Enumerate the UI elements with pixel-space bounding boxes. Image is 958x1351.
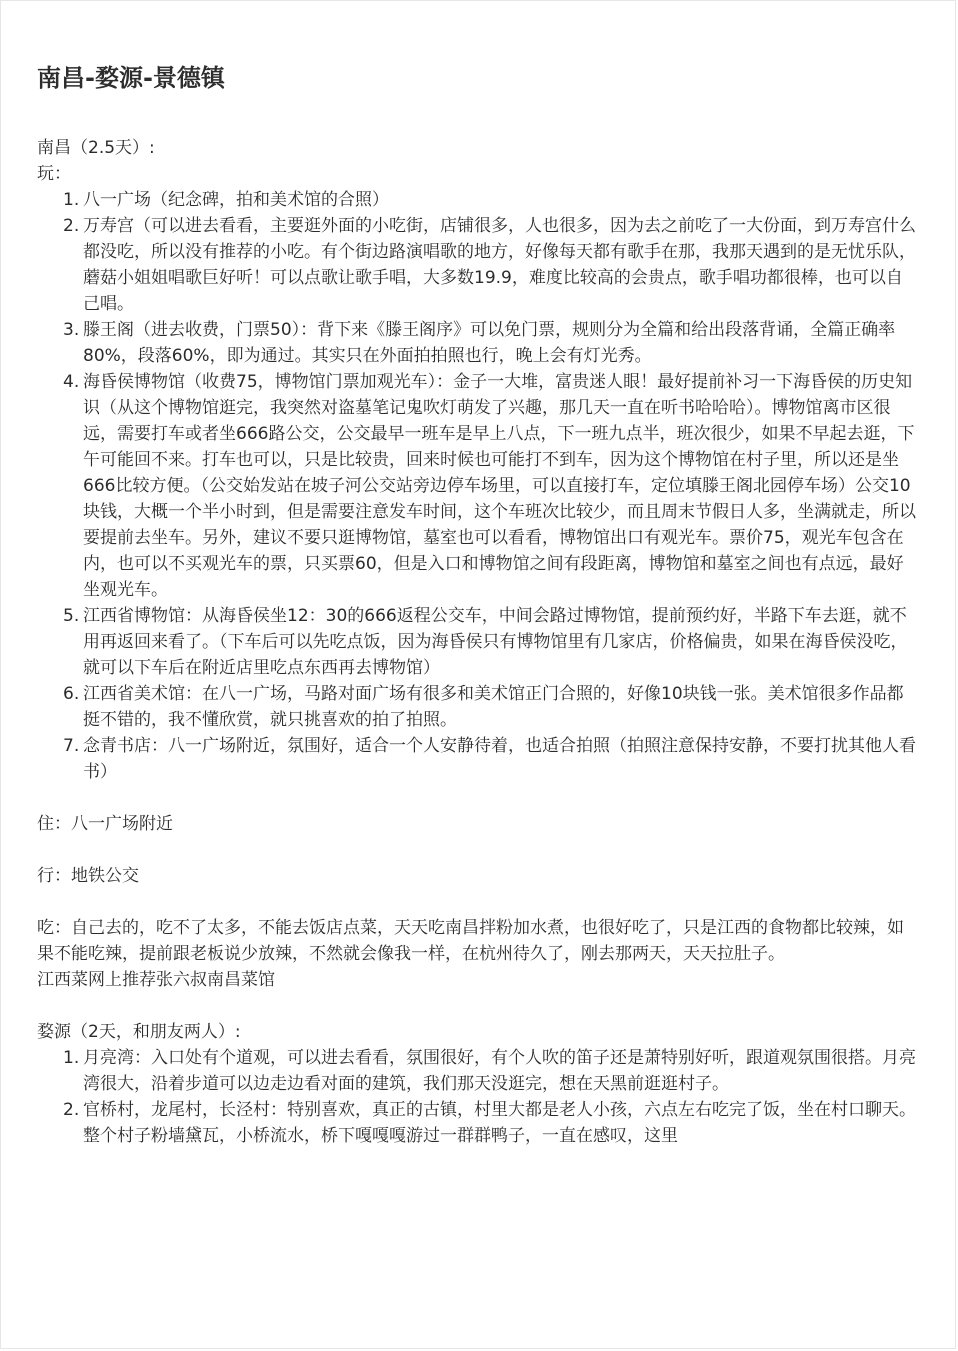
- stay-line: 住：八一广场附近: [37, 814, 173, 834]
- list-item: [37, 603, 919, 681]
- list-number: 5.: [63, 606, 80, 626]
- nanchang-heading: 南昌（2.5天）:: [37, 138, 155, 158]
- list-item: [37, 187, 919, 213]
- list-number: 3.: [63, 320, 80, 340]
- list-number: 6.: [63, 684, 80, 704]
- list-item: [37, 213, 919, 317]
- list-text: 月亮湾：入口处有个道观，可以进去看看，氛围很好，有个人吹的笛子还是萧特别好听，跟道观氛围很搭。月亮湾很大，沿着步道可以边走边看对面的建筑，我们那天没逛完，想在天黑前逛逛村子。: [83, 1048, 916, 1094]
- page-title: 南昌-婺源-景德镇: [37, 64, 225, 92]
- list-item: [37, 733, 919, 785]
- list-text: 念青书店：八一广场附近，氛围好，适合一个人安静待着，也适合拍照（拍照注意保持安静，不要打扰其他人看书）: [83, 736, 916, 782]
- list-number: 7.: [63, 736, 80, 756]
- list-text: 万寿宫（可以进去看看，主要逛外面的小吃街，店铺很多，人也很多，因为去之前吃了一大份面，到万寿宫什么都没吃，所以没有推荐的小吃。有个街边路演唱歌的地方，好像每天都有歌手在那，我那天遇到的是无忧乐队，蘑菇小姐姐唱歌巨好听！可以点歌让歌手唱，大多数19.9，难度比较高的会贵点，歌手唱功都很棒，也可以自己唱。: [83, 216, 916, 314]
- nanchang-list: [37, 187, 919, 785]
- list-item: [37, 1045, 919, 1097]
- list-text: 滕王阁（进去收费，门票50）：背下来《滕王阁序》可以免门票，规则分为全篇和给出段落背诵，全篇正确率80%，段落60%，即为通过。其实只在外面拍拍照也行，晚上会有灯光秀。: [83, 320, 896, 366]
- list-text: 江西省博物馆：从海昏侯坐12：30的666返程公交车，中间会路过博物馆，提前预约好，半路下车去逛，就不用再返回来看了。（下车后可以先吃点饭，因为海昏侯只有博物馆里有几家店，价格偏贵，如果在海昏侯没吃，就可以下车后在附近店里吃点东西再去博物馆）: [83, 606, 908, 678]
- list-text: 八一广场（纪念碑，拍和美术馆的合照）: [83, 190, 389, 210]
- list-text: 海昏侯博物馆（收费75，博物馆门票加观光车）：金子一大堆，富贵迷人眼！最好提前补习一下海昏侯的历史知识（从这个博物馆逛完，我突然对盗墓笔记鬼吹灯萌发了兴趣，那几天一直在听书哈哈哈）。博物馆离市区很远，需要打车或者坐666路公交，公交最早一班车是早上八点，下一班九点半，班次很少，如果不早起去逛，下午可能回不来。打车也可以，只是比较贵，回来时候也可能打不到车，因为这个博物馆在村子里，所以还是坐666比较方便。（公交始发站在坡子河公交站旁边停车场里，可以直接打车，定位填滕王阁北园停车场）公交10块钱，大概一个半小时到，但是需要注意发车时间，这个车班次比较少，而且周末节假日人多，坐满就走，所以要提前去坐车。另外，建议不要只逛博物馆，墓室也可以看看，博物馆出口有观光车。票价75，观光车包含在内，也可以不买观光车的票，只买票60，但是入口和博物馆之间有段距离，博物馆和墓室之间也有点远，最好坐观光车。: [83, 372, 916, 600]
- list-text: 官桥村，龙尾村，长泾村：特别喜欢，真正的古镇，村里大都是老人小孩，六点左右吃完了饭，坐在村口聊天。整个村子粉墙黛瓦，小桥流水，桥下嘎嘎嘎游过一群群鸭子，一直在感叹，这里: [83, 1100, 916, 1146]
- list-item: [37, 1097, 919, 1149]
- list-number: 1.: [63, 190, 80, 210]
- list-text: 江西省美术馆：在八一广场，马路对面广场有很多和美术馆正门合照的，好像10块钱一张。美术馆很多作品都挺不错的，我不懂欣赏，就只挑喜欢的拍了拍照。: [83, 684, 904, 730]
- transport-line: 行：地铁公交: [37, 866, 139, 886]
- list-item: [37, 369, 919, 603]
- list-item: [37, 317, 919, 369]
- recommend-line: 江西菜网上推荐张六叔南昌菜馆: [37, 970, 275, 990]
- list-number: 1.: [63, 1048, 80, 1068]
- wuyuan-heading: 婺源（2天，和朋友两人）:: [37, 1022, 241, 1042]
- play-label: 玩：: [37, 164, 71, 184]
- list-item: [37, 681, 919, 733]
- list-number: 2.: [63, 1100, 80, 1120]
- list-number: 4.: [63, 372, 80, 392]
- list-number: 2.: [63, 216, 80, 236]
- wuyuan-list: [37, 1045, 919, 1149]
- eat-paragraph: 吃：自己去的，吃不了太多，不能去饭店点菜，天天吃南昌拌粉加水煮，也很好吃了，只是江西的食物都比较辣，如果不能吃辣，提前跟老板说少放辣，不然就会像我一样，在杭州待久了，刚去那两天，天天拉肚子。: [37, 918, 904, 964]
